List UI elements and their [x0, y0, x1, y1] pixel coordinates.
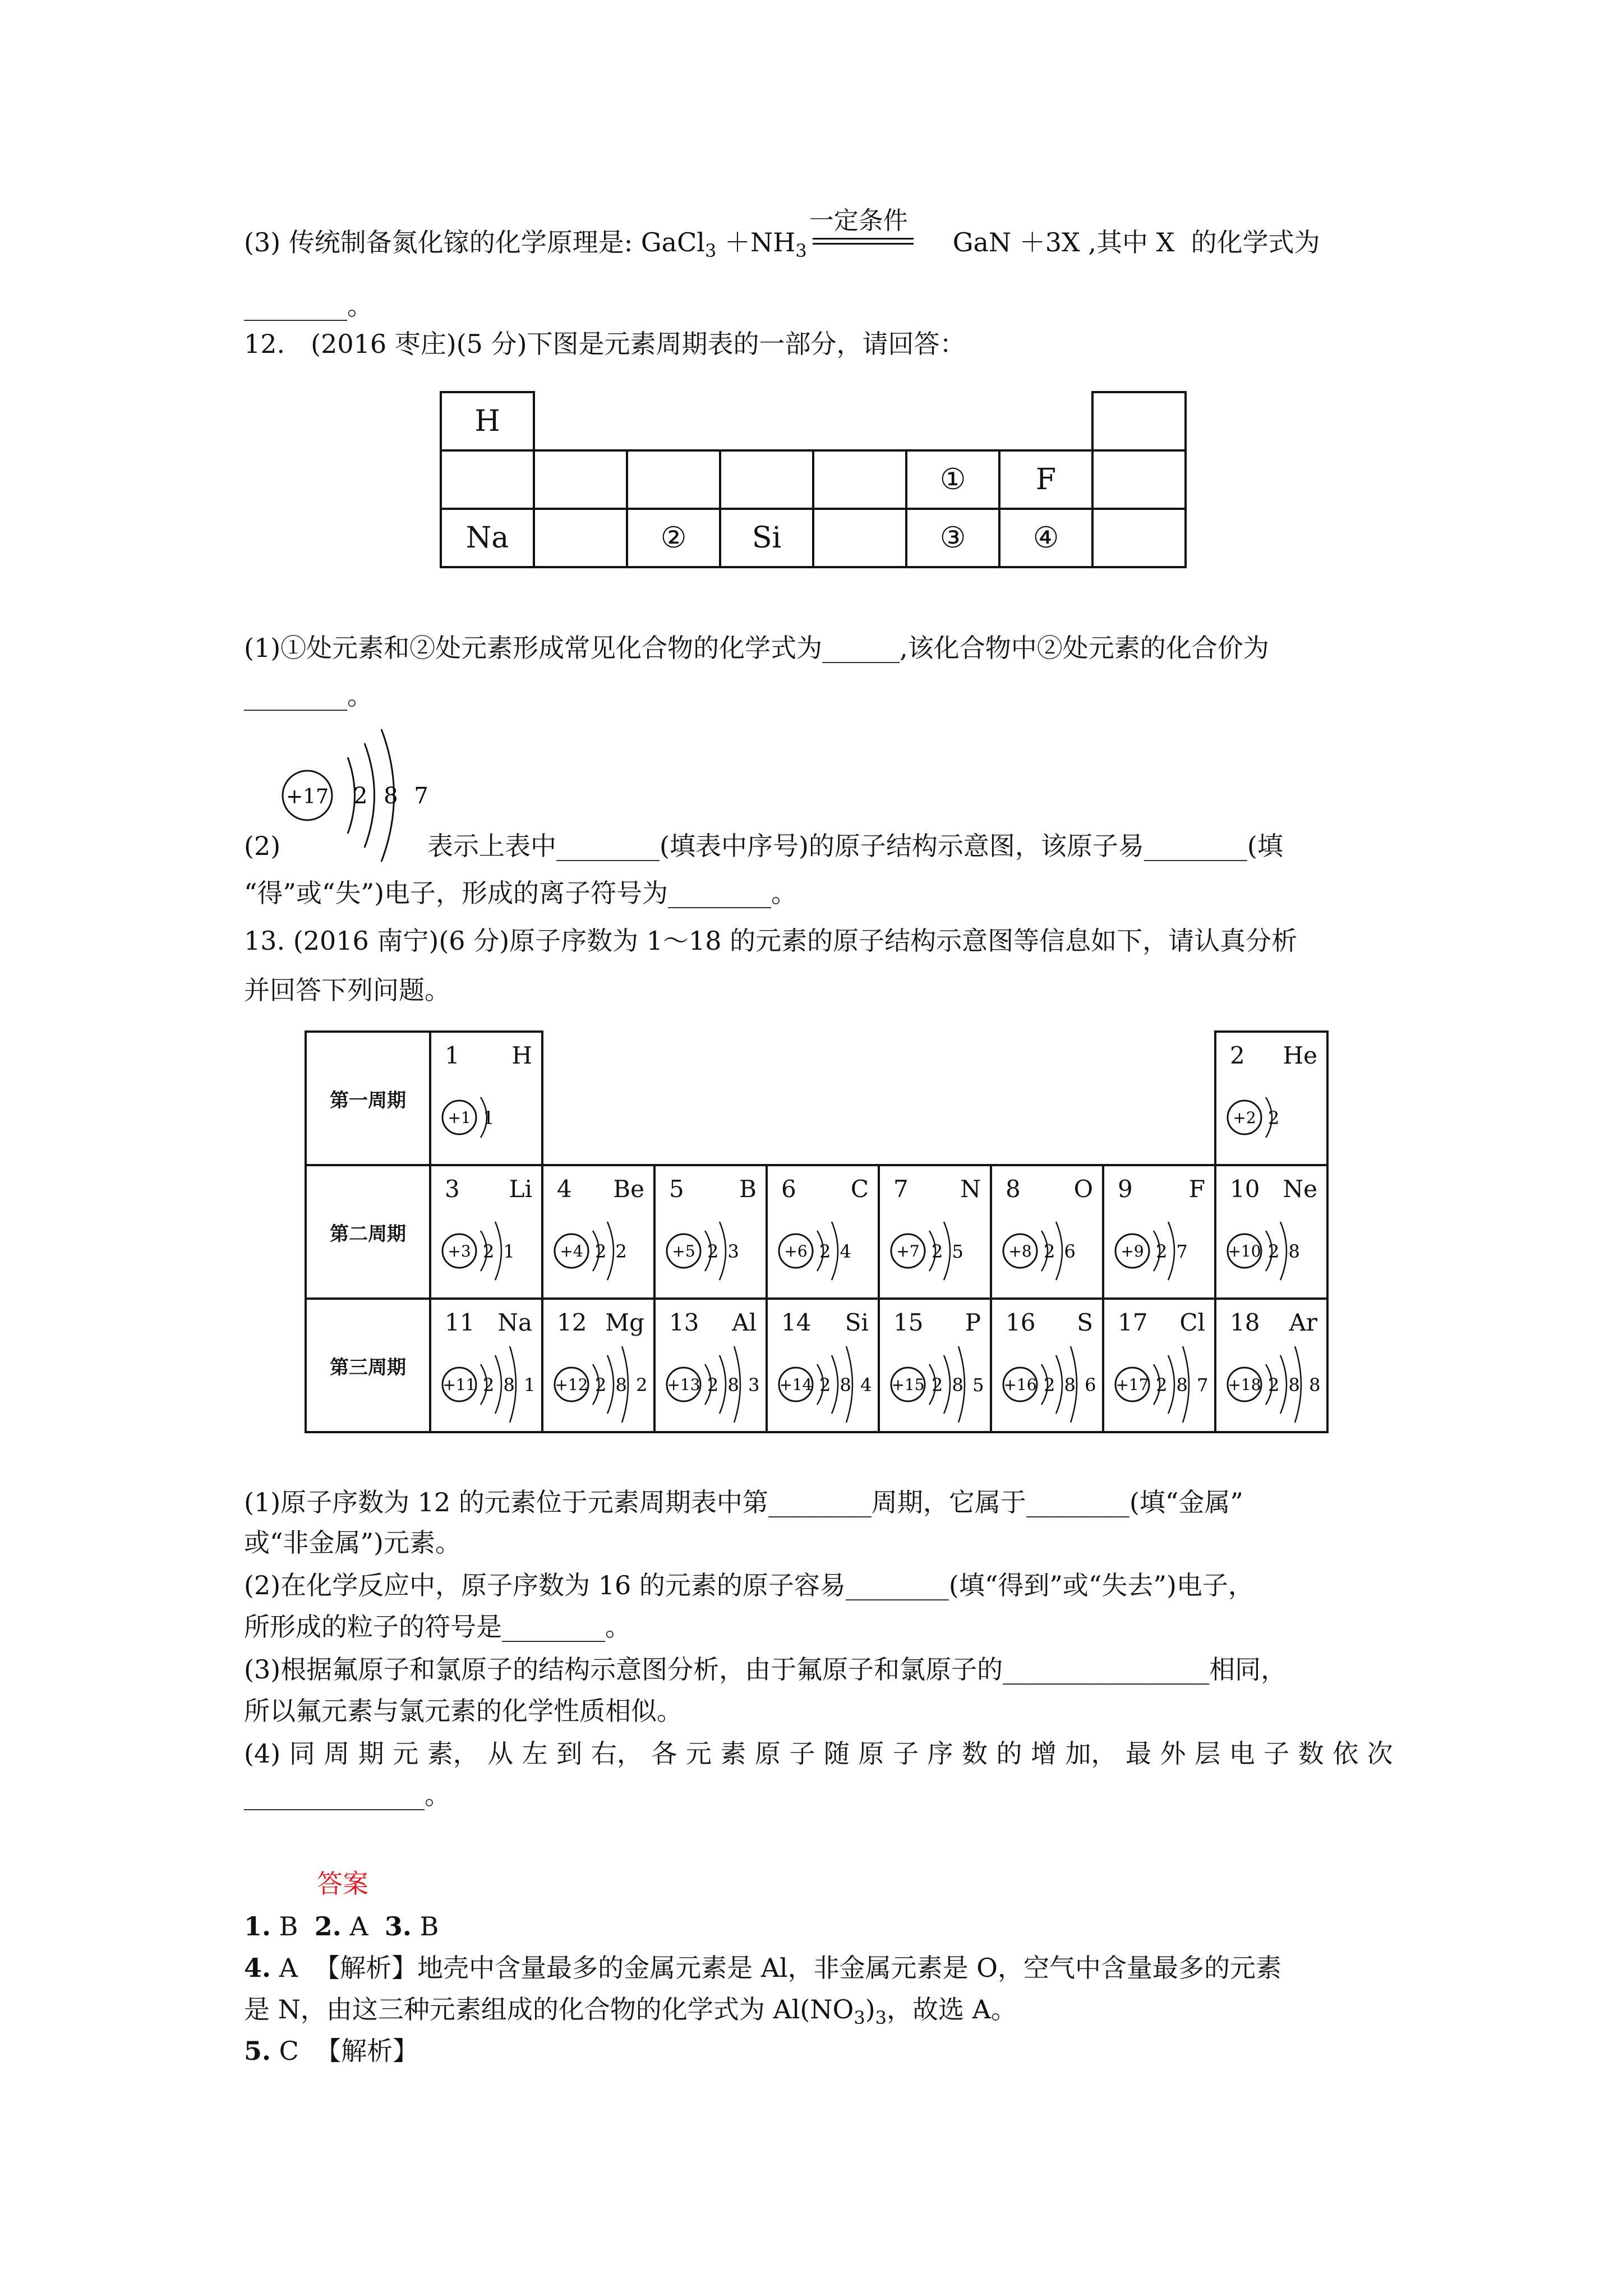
electron-shells: 2 8 4	[819, 1374, 874, 1396]
atomic-number: 2	[1230, 1042, 1245, 1069]
element-cell	[654, 1299, 767, 1432]
electron-shells: 2 8 2	[595, 1374, 649, 1396]
electron-shells: 2 8 1	[483, 1374, 537, 1396]
justified-char: 的	[996, 1738, 1022, 1769]
answer-num: 4.	[244, 1953, 271, 1983]
atomic-number: 7	[893, 1175, 909, 1203]
atom-structure-diagram	[992, 1209, 1102, 1293]
atom-structure-diagram	[1104, 1209, 1214, 1293]
element-header	[1006, 1309, 1093, 1336]
answer-num: 3.	[384, 1911, 412, 1941]
element-cell	[1215, 1299, 1327, 1432]
element-header	[1118, 1175, 1205, 1203]
subscript: 3	[854, 2007, 865, 2028]
element-cell	[1215, 1165, 1327, 1299]
electron-shells: 2 8 5	[932, 1374, 986, 1396]
nucleus-charge: +3	[448, 1242, 471, 1260]
atom-structure-diagram	[656, 1209, 766, 1293]
period-1-label: 第一周期	[306, 1032, 430, 1165]
answer-text: B	[411, 1911, 439, 1941]
element-cell	[879, 1165, 991, 1299]
atom-structure-diagram	[880, 1209, 990, 1293]
justified-char: 依	[1332, 1738, 1359, 1769]
justified-char: 从	[487, 1738, 514, 1769]
electron-shells: 2	[1268, 1107, 1281, 1129]
justified-char: 最	[1126, 1738, 1152, 1769]
nucleus-charge: +9	[1121, 1242, 1144, 1260]
atom-structure-diagram	[880, 1342, 990, 1427]
nucleus-charge: +4	[560, 1242, 583, 1260]
q11-3-pre: (3) 传统制备氮化镓的化学原理是: GaCl	[244, 227, 705, 257]
atom-structure-diagram	[1104, 1342, 1214, 1427]
q13-3-line-b: 所以氟元素与氯元素的化学性质相似。	[244, 1696, 683, 1726]
element-header	[1118, 1309, 1205, 1336]
nucleus-charge: +8	[1008, 1242, 1032, 1260]
q13-1-line-a: (1)原子序数为 12 的元素位于元素周期表中第________周期，它属于________(填“金属”	[244, 1487, 1243, 1517]
q12-1-line-b: ________。	[244, 680, 373, 711]
element-header	[669, 1309, 757, 1336]
element-header	[893, 1309, 981, 1336]
element-header	[893, 1175, 981, 1203]
answer-text: A 【解析】地壳中含量最多的金属元素是 Al，非金属元素是 O，空气中含量最多的元素	[271, 1953, 1282, 1983]
justified-char: 元	[393, 1738, 419, 1769]
cell-na: Na	[441, 509, 534, 567]
atom-structure-diagram	[1216, 1209, 1326, 1293]
justified-char: 数	[961, 1738, 988, 1769]
element-symbol: Ar	[1289, 1309, 1317, 1336]
cell-mark-4: ④	[999, 509, 1092, 567]
element-symbol: He	[1283, 1042, 1317, 1069]
atom-structure-diagram	[543, 1209, 653, 1293]
cell-mark-2: ②	[627, 509, 720, 567]
answer-text: C 【解析】	[271, 2036, 419, 2066]
answer-text: )	[865, 1994, 875, 2024]
element-symbol: B	[739, 1175, 757, 1203]
cell-mark-1: ①	[906, 450, 999, 509]
element-symbol: Si	[845, 1309, 869, 1336]
justified-char: 同	[289, 1738, 315, 1769]
justified-char: 加，	[1065, 1738, 1117, 1769]
atom-structure-diagram	[768, 1209, 878, 1293]
element-symbol: Li	[509, 1175, 532, 1203]
element-symbol: Na	[497, 1309, 532, 1336]
q13-2-line-b: 所形成的粒子的符号是________。	[244, 1612, 631, 1642]
element-symbol: Be	[613, 1175, 644, 1203]
element-header	[557, 1309, 644, 1336]
subscript: 3	[875, 2007, 887, 2028]
answer-text: A	[341, 1911, 385, 1941]
q12-1-line-a: (1)①处元素和②处元素形成常见化合物的化学式为______,该化合物中②处元素的化合价为	[244, 633, 1269, 663]
element-symbol: P	[965, 1309, 981, 1336]
q13-2-line-a: (2)在化学反应中，原子序数为 16 的元素的原子容易________(填“得到”或“失去”)电子，	[244, 1570, 1254, 1600]
justified-char: 数	[1298, 1738, 1324, 1769]
element-cell	[991, 1165, 1103, 1299]
element-header	[781, 1309, 869, 1336]
q12-2-line-b: “得”或“失”)电子，形成的离子符号为________。	[244, 878, 797, 908]
element-cell	[654, 1165, 767, 1299]
nucleus-charge: +2	[1233, 1108, 1256, 1127]
subscript: 3	[795, 240, 807, 261]
answer-text: B	[271, 1911, 315, 1941]
cell-si: Si	[720, 509, 813, 567]
element-cell	[1103, 1299, 1215, 1432]
atomic-number: 5	[669, 1175, 684, 1203]
element-header	[557, 1175, 644, 1203]
atomic-number: 16	[1006, 1309, 1036, 1336]
element-cell	[991, 1299, 1103, 1432]
element-symbol: O	[1073, 1175, 1093, 1203]
nucleus-charge: +13	[667, 1375, 700, 1394]
element-cell	[767, 1299, 879, 1432]
element-cell	[542, 1299, 654, 1432]
element-cell	[1215, 1032, 1327, 1165]
atomic-number: 8	[1006, 1175, 1021, 1203]
atomic-number: 18	[1230, 1309, 1260, 1336]
justified-char: 序	[927, 1738, 953, 1769]
atom-structure-diagram	[431, 1342, 541, 1427]
electron-shells: 2 8	[1268, 1241, 1302, 1262]
q11-3-post: GaN ＋3X ,其中 X 的化学式为	[952, 227, 1320, 257]
justified-char: 各	[651, 1738, 677, 1769]
q13-4-line-b: ______________。	[244, 1780, 450, 1810]
justified-char: 子	[1264, 1738, 1290, 1769]
atomic-number: 17	[1118, 1309, 1148, 1336]
answer-line-1	[244, 1910, 1393, 1943]
answer-num: 2.	[314, 1911, 342, 1941]
atomic-number: 10	[1230, 1175, 1260, 1203]
atomic-number: 13	[669, 1309, 699, 1336]
element-cell	[542, 1165, 654, 1299]
atomic-number: 6	[781, 1175, 796, 1203]
element-cell	[879, 1299, 991, 1432]
electron-shells: 2 6	[1044, 1241, 1077, 1262]
justified-char: 子	[789, 1738, 815, 1769]
element-cell	[430, 1032, 542, 1165]
q11-3-blank: ________。	[244, 291, 373, 321]
atom-structure-diagram	[1216, 1342, 1326, 1427]
electron-shells: 2 8 7	[1156, 1374, 1210, 1396]
electron-shells: 2 1	[483, 1241, 517, 1262]
atom-structure-diagram	[992, 1342, 1102, 1427]
answer-text: 是 N，由这三种元素组成的化合物的化学式为 Al(NO	[244, 1994, 854, 2024]
nucleus-charge: +11	[442, 1375, 476, 1394]
element-header	[1006, 1175, 1093, 1203]
reaction-condition: 一定条件	[809, 206, 908, 235]
element-symbol: H	[511, 1042, 532, 1069]
element-header	[1230, 1309, 1317, 1336]
atomic-number: 3	[445, 1175, 460, 1203]
electron-shells: 2 2	[595, 1241, 629, 1262]
justified-char: 电	[1229, 1738, 1255, 1769]
q11-3-mid: ＋NH	[716, 227, 796, 257]
element-symbol: S	[1077, 1309, 1093, 1336]
nucleus-charge: +10	[1228, 1242, 1261, 1260]
atom-structure-diagram	[1216, 1075, 1326, 1159]
justified-char: 期	[358, 1738, 384, 1769]
electron-shells: 2 7	[1156, 1241, 1189, 1262]
atomic-number: 1	[445, 1042, 460, 1069]
nucleus-charge: +15	[891, 1375, 925, 1394]
answer-line-4b	[244, 1993, 1393, 2035]
answer-text: ，故选 A。	[887, 1994, 1017, 2024]
electron-shells: 2 8 8	[1268, 1374, 1322, 1396]
answer-heading: 答案	[317, 1869, 368, 1899]
atomic-number: 9	[1118, 1175, 1133, 1203]
element-header	[1230, 1042, 1317, 1069]
justified-char: 层	[1195, 1738, 1221, 1769]
element-header	[1230, 1175, 1317, 1203]
q13-title-a: 13. (2016 南宁)(6 分)原子序数为 1～18 的元素的原子结构示意图等信息如下，请认真分析	[244, 926, 1298, 956]
element-symbol: N	[960, 1175, 981, 1203]
justified-char: 素，	[427, 1738, 479, 1769]
electron-shells: 2 8 6	[1044, 1374, 1098, 1396]
nucleus-charge: +17	[286, 785, 329, 808]
q12-2-prefix: (2)	[244, 831, 281, 861]
cell-f: F	[999, 450, 1092, 509]
atomic-number: 4	[557, 1175, 572, 1203]
element-header	[669, 1175, 757, 1203]
element-cell	[430, 1299, 542, 1432]
justified-char: 增	[1031, 1738, 1057, 1769]
q13-title-b: 并回答下列问题。	[244, 975, 450, 1005]
justified-char: 原	[754, 1738, 781, 1769]
q13-1-line-b: 或“非金属”)元素。	[244, 1527, 461, 1558]
atomic-number: 11	[445, 1309, 475, 1336]
atomic-structure-table	[305, 1030, 1329, 1433]
nucleus-charge: +1	[448, 1108, 471, 1127]
atom-structure-diagram	[543, 1342, 653, 1427]
element-symbol: Ne	[1283, 1175, 1317, 1203]
q13-4-line-a	[244, 1737, 1393, 1770]
period-2-label: 第二周期	[306, 1165, 430, 1299]
answer-num: 5.	[244, 2036, 271, 2066]
electron-shells: 2 4	[819, 1241, 853, 1262]
cell-h: H	[441, 392, 534, 450]
justified-char: 到	[556, 1738, 583, 1769]
nucleus-charge: +14	[779, 1375, 813, 1394]
justified-char: 子	[892, 1738, 919, 1769]
q13-3-line-a: (3)根据氟原子和氯原子的结构示意图分析，由于氟原子和氯原子的________________相同，	[244, 1654, 1287, 1685]
answer-num: 1.	[244, 1911, 271, 1941]
q12-2-line-a: 表示上表中________(填表中序号)的原子结构示意图，该原子易________(填	[427, 831, 1283, 861]
periodic-table-fragment	[440, 391, 1187, 568]
element-symbol: Al	[732, 1309, 757, 1336]
nucleus-charge: +17	[1115, 1375, 1149, 1394]
nucleus-charge: +5	[672, 1242, 695, 1260]
justified-char: 右，	[591, 1738, 643, 1769]
element-header	[445, 1042, 532, 1069]
justified-char: (4)	[244, 1738, 281, 1769]
justified-char: 周	[324, 1738, 350, 1769]
justified-char: 次	[1367, 1738, 1393, 1769]
element-header	[445, 1175, 532, 1203]
atomic-number: 12	[557, 1309, 587, 1336]
nucleus-charge: +6	[784, 1242, 808, 1260]
justified-char: 随	[823, 1738, 850, 1769]
answer-line-4	[244, 1951, 1393, 1985]
element-cell	[1103, 1165, 1215, 1299]
answer-line-5	[244, 2034, 1393, 2068]
atomic-number: 14	[781, 1309, 811, 1336]
atomic-number: 15	[893, 1309, 924, 1336]
nucleus-charge: +16	[1003, 1375, 1037, 1394]
atom-structure-diagram	[768, 1342, 878, 1427]
element-symbol: C	[850, 1175, 869, 1203]
element-cell	[430, 1165, 542, 1299]
q11-3-line	[244, 206, 1393, 268]
subscript: 3	[704, 240, 717, 261]
element-cell	[767, 1165, 879, 1299]
nucleus-charge: +12	[555, 1375, 588, 1394]
reaction-arrow	[807, 206, 953, 259]
element-symbol: F	[1188, 1175, 1205, 1203]
period-3-label: 第三周期	[306, 1299, 430, 1432]
electron-shells: 2 3	[707, 1241, 741, 1262]
justified-char: 左	[522, 1738, 548, 1769]
cell-mark-3: ③	[906, 509, 999, 567]
justified-char: 原	[858, 1738, 884, 1769]
nucleus-charge: +18	[1228, 1375, 1261, 1394]
equals-bar	[813, 238, 914, 245]
element-symbol: Cl	[1179, 1309, 1205, 1336]
element-header	[445, 1309, 532, 1336]
electron-shells: 2 8 7	[353, 783, 433, 809]
q12-title: 12. (2016 枣庄)(5 分)下图是元素周期表的一部分，请回答：	[244, 329, 966, 359]
electron-shells: 2 8 3	[707, 1374, 762, 1396]
nucleus-charge: +7	[896, 1242, 920, 1260]
atom-structure-diagram	[431, 1075, 541, 1159]
element-symbol: Mg	[605, 1309, 644, 1336]
electron-shells: 1	[483, 1107, 496, 1129]
justified-char: 元	[685, 1738, 712, 1769]
justified-char: 素	[720, 1738, 746, 1769]
atom-structure-diagram	[431, 1209, 541, 1293]
cell-empty	[1092, 392, 1186, 450]
justified-char: 外	[1160, 1738, 1186, 1769]
element-header	[781, 1175, 869, 1203]
electron-shells: 2 5	[932, 1241, 965, 1262]
atom-structure-diagram	[656, 1342, 766, 1427]
